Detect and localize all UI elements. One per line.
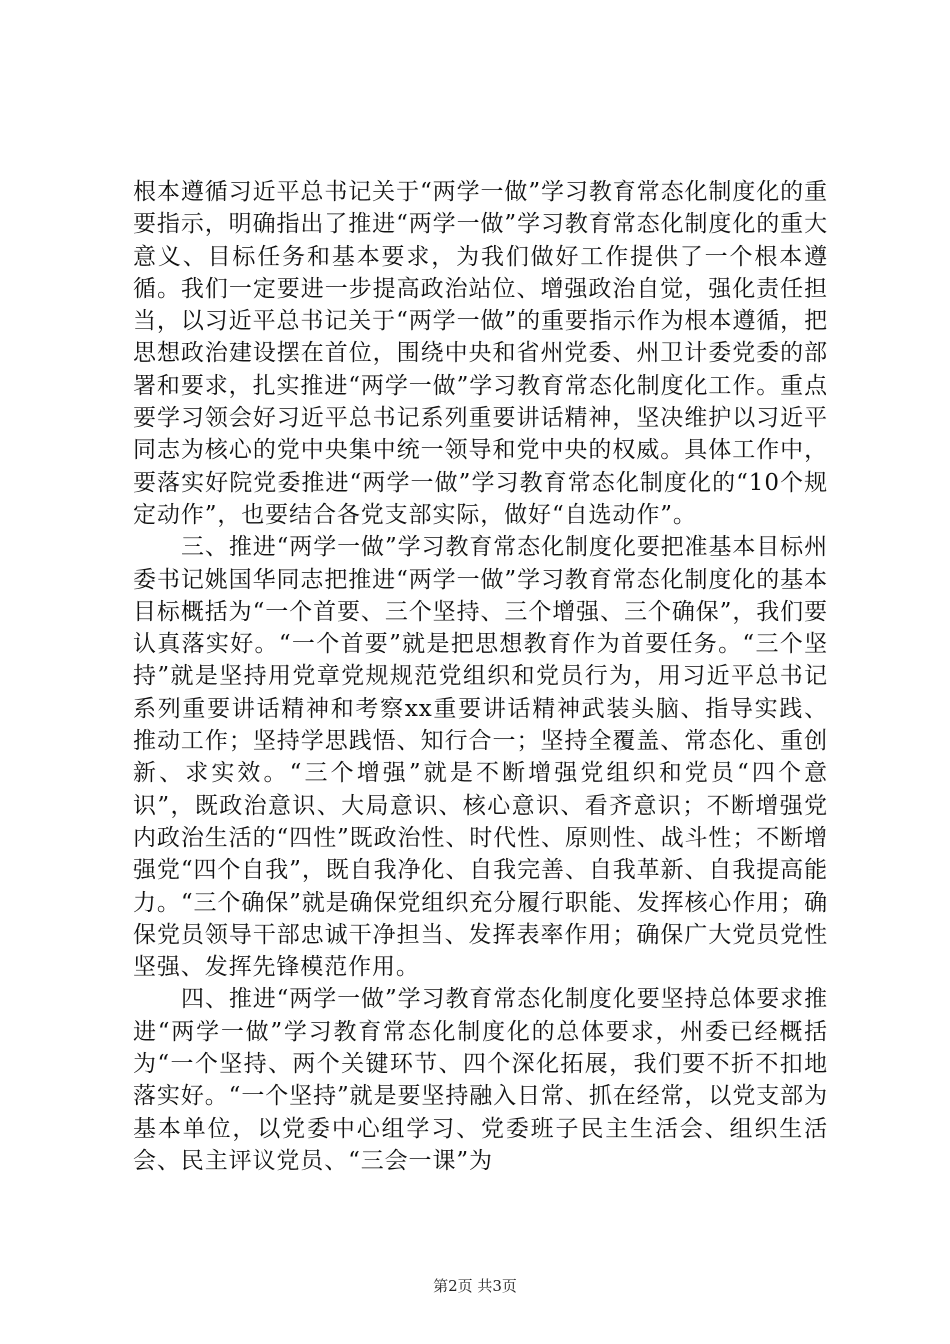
paragraph-2: 三、推进“两学一做”学习教育常态化制度化要把准基本目标州委书记姚国华同志把推进“两学一做”学习教育常态化制度化的基本目标概括为“一个首要、三个坚持、三个增强、三个确保”，我们要认真落实好。“一个首要”就是把思想教育作为首要任务。“三个坚持”就是坚持用党章党规规范党组织和党员行为，用习近平总书记系列重要讲话精神和考察xx重要讲话精神武装头脑、指导实践、推动工作；坚持学思践悟、知行合一；坚持全覆盖、常态化、重创新、求实效。“三个增强”就是不断增强党组织和党员“四个意识”，既政治意识、大局意识、核心意识、看齐意识；不断增强党内政治生活的“四性”既政治性、时代性、原则性、战斗性；不断增强党“四个自我”，既自我净化、自我完善、自我革新、自我提高能力。“三个确保”就是确保党组织充分履行职能、发挥核心作用；确保党员领导干部忠诚干净担当、发挥表率作用；确保广大党员党性坚强、发挥先锋模范作用。 <box>133 534 828 981</box>
page-number-footer: 第2页 共3页 <box>433 1277 517 1295</box>
document-body <box>133 176 828 1177</box>
paragraph-3: 四、推进“两学一做”学习教育常态化制度化要坚持总体要求推进“两学一做”学习教育常态化制度化的总体要求，州委已经概括为“一个坚持、两个关键环节、四个深化拓展，我们要不折不扣地落实好。“一个坚持”就是要坚持融入日常、抓在经常，以党支部为基本单位，以党委中心组学习、党委班子民主生活会、组织生活会、民主评议党员、“三会一课”为 <box>133 986 828 1174</box>
paragraph-1: 根本遵循习近平总书记关于“两学一做”学习教育常态化制度化的重要指示，明确指出了推进“两学一做”学习教育常态化制度化的重大意义、目标任务和基本要求，为我们做好工作提供了一个根本遵循。我们一定要进一步提高政治站位、增强政治自觉，强化责任担当，以习近平总书记关于“两学一做”的重要指示作为根本遵循，把思想政治建设摆在首位，围绕中央和省州党委、州卫计委党委的部署和要求，扎实推进“两学一做”学习教育常态化制度化工作。重点要学习领会好习近平总书记系列重要讲话精神，坚决维护以习近平同志为核心的党中央集中统一领导和党中央的权威。具体工作中，要落实好院党委推进“两学一做”学习教育常态化制度化的“10个规定动作”，也要结合各党支部实际，做好“自选动作”。 <box>133 179 828 528</box>
